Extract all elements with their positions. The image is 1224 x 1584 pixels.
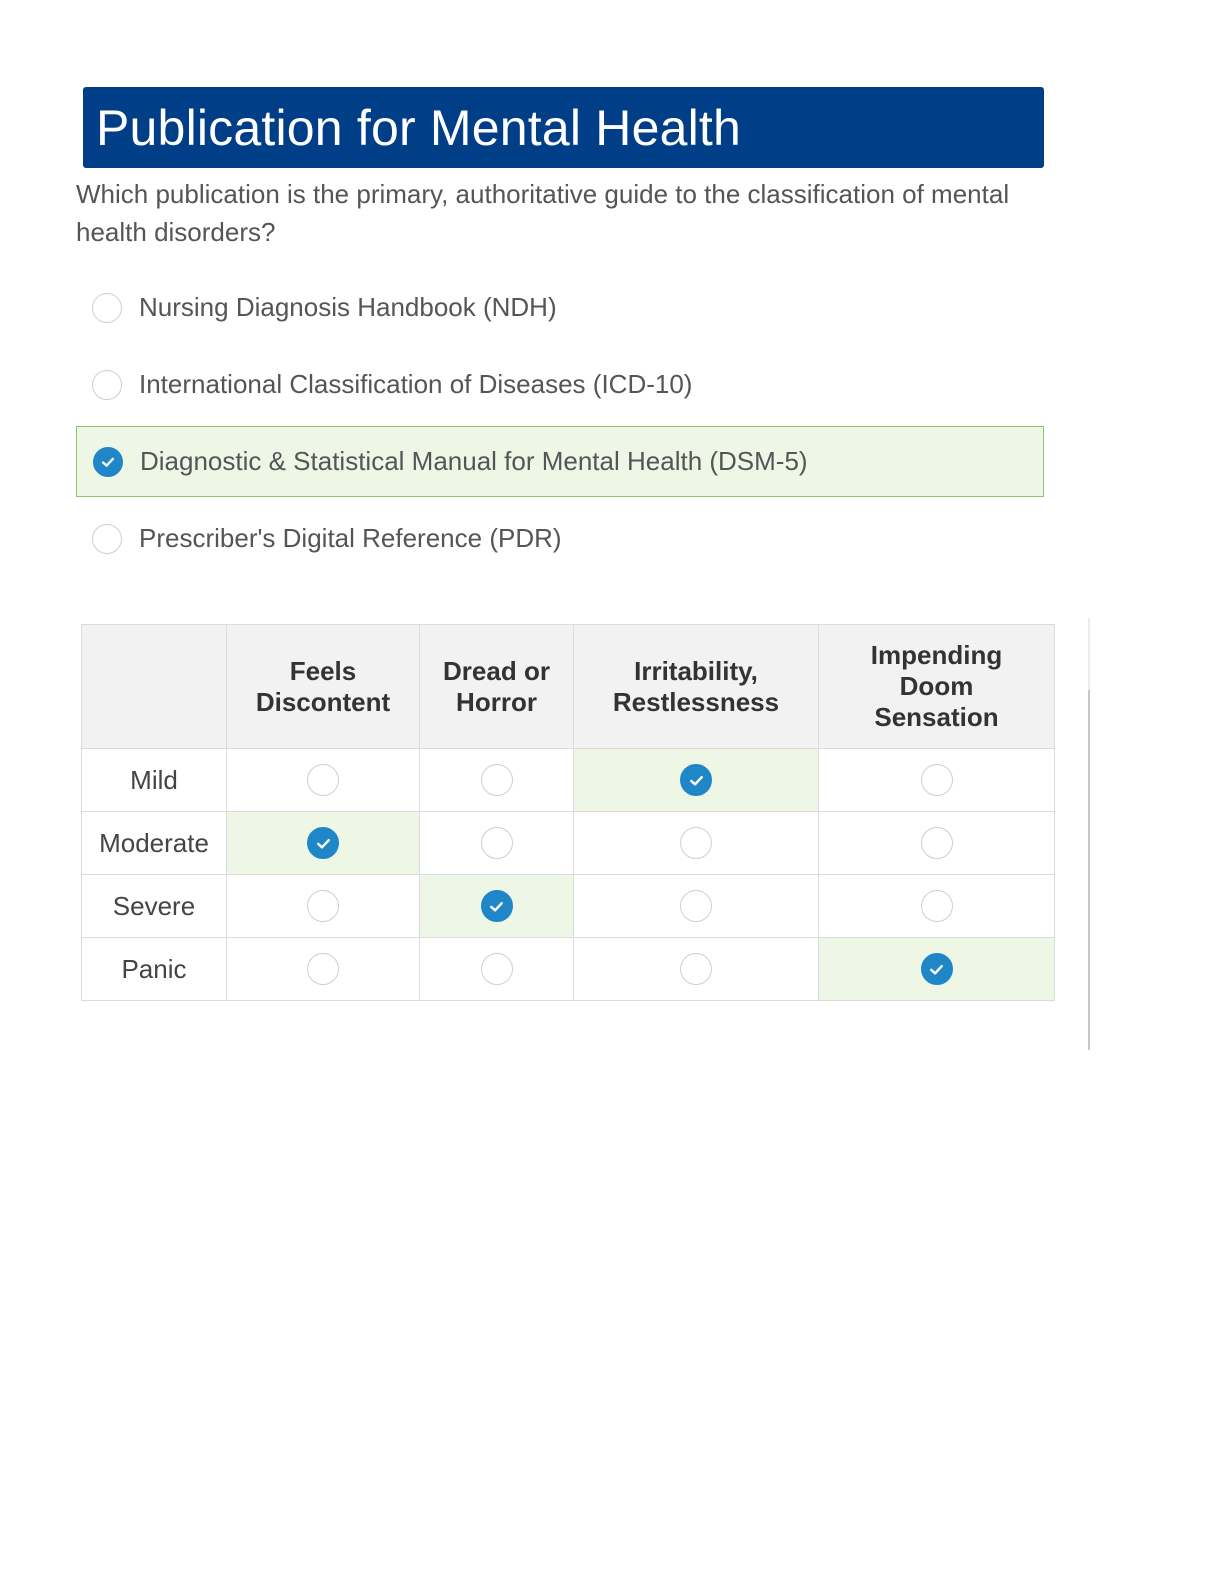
radio-button[interactable] <box>307 764 339 796</box>
page-title: Publication for Mental Health <box>96 99 742 156</box>
matrix-cell[interactable] <box>420 812 574 875</box>
matrix-column-header <box>227 625 420 749</box>
matrix-cell[interactable] <box>574 875 819 938</box>
matrix-column-header-line: Discontent <box>255 686 391 717</box>
matrix-row <box>82 749 1055 812</box>
radio-button[interactable] <box>481 953 513 985</box>
radio-button[interactable] <box>481 764 513 796</box>
radio-button[interactable] <box>307 953 339 985</box>
matrix-cell[interactable] <box>420 749 574 812</box>
severity-matrix <box>81 624 1055 1001</box>
check-icon <box>927 960 946 979</box>
radio-checked-icon[interactable] <box>680 764 712 796</box>
answer-option-label: Nursing Diagnosis Handbook (NDH) <box>139 292 557 322</box>
matrix-row <box>82 875 1055 938</box>
matrix-header-row <box>82 625 1055 749</box>
matrix-column-header-line: Restlessness <box>612 686 780 717</box>
radio-button[interactable] <box>921 764 953 796</box>
matrix-cell[interactable] <box>819 875 1055 938</box>
matrix-cell[interactable] <box>574 938 819 1001</box>
check-icon <box>314 834 333 853</box>
matrix-cell[interactable] <box>420 938 574 1001</box>
radio-button[interactable] <box>307 890 339 922</box>
matrix-column-header <box>819 625 1055 749</box>
matrix-cell[interactable] <box>574 812 819 875</box>
radio-checked-icon[interactable] <box>93 447 123 477</box>
matrix-cell[interactable] <box>227 749 420 812</box>
scrollbar-track[interactable] <box>1088 690 1090 1050</box>
radio-button[interactable] <box>92 524 122 554</box>
check-icon <box>99 453 117 471</box>
answer-option[interactable] <box>76 349 1044 420</box>
question-text: Which publication is the primary, authoritative guide to the classification of mental health disorders? <box>76 179 1010 247</box>
matrix-row-label: Panic <box>82 938 227 1001</box>
radio-button[interactable] <box>680 827 712 859</box>
answer-option[interactable] <box>76 426 1044 497</box>
radio-button[interactable] <box>921 827 953 859</box>
matrix-column-header-line: Feels <box>289 655 357 686</box>
matrix-row-label: Mild <box>82 749 227 812</box>
title-bar <box>83 87 1044 168</box>
matrix-column-header <box>420 625 574 749</box>
radio-button[interactable] <box>921 890 953 922</box>
radio-checked-icon[interactable] <box>307 827 339 859</box>
matrix-cell[interactable] <box>227 875 420 938</box>
matrix-row <box>82 812 1055 875</box>
matrix-row-label: Moderate <box>82 812 227 875</box>
radio-checked-icon[interactable] <box>921 953 953 985</box>
matrix-cell[interactable] <box>819 812 1055 875</box>
matrix-cell[interactable] <box>819 938 1055 1001</box>
matrix-corner-cell <box>82 625 227 749</box>
answer-option-label: International Classification of Diseases (ICD-10) <box>139 369 693 399</box>
matrix-column-header-line: Irritability, <box>634 655 758 686</box>
matrix-column-header-line: Dread or <box>443 655 550 686</box>
matrix-column-header-line: Sensation <box>874 702 999 732</box>
matrix-cell[interactable] <box>420 875 574 938</box>
matrix-cell[interactable] <box>574 749 819 812</box>
matrix-row <box>82 938 1055 1001</box>
matrix-row-label: Severe <box>82 875 227 938</box>
matrix-cell[interactable] <box>227 938 420 1001</box>
radio-button[interactable] <box>92 370 122 400</box>
matrix-column-header-line: Impending <box>870 640 1003 670</box>
check-icon <box>487 897 506 916</box>
scrollbar-track-top <box>1088 618 1090 690</box>
radio-button[interactable] <box>680 953 712 985</box>
check-icon <box>687 771 706 790</box>
answer-option-label: Prescriber's Digital Reference (PDR) <box>139 523 562 553</box>
answer-option-label: Diagnostic & Statistical Manual for Mental Health (DSM-5) <box>140 446 808 476</box>
answer-option[interactable] <box>76 272 1044 343</box>
matrix-cell[interactable] <box>227 812 420 875</box>
radio-checked-icon[interactable] <box>481 890 513 922</box>
matrix-column-header-line: Doom <box>899 671 974 701</box>
radio-button[interactable] <box>680 890 712 922</box>
radio-button[interactable] <box>92 293 122 323</box>
matrix-cell[interactable] <box>819 749 1055 812</box>
answer-option[interactable] <box>76 503 1044 574</box>
matrix-column-header <box>574 625 819 749</box>
matrix-column-header-line: Horror <box>456 686 537 717</box>
radio-button[interactable] <box>481 827 513 859</box>
